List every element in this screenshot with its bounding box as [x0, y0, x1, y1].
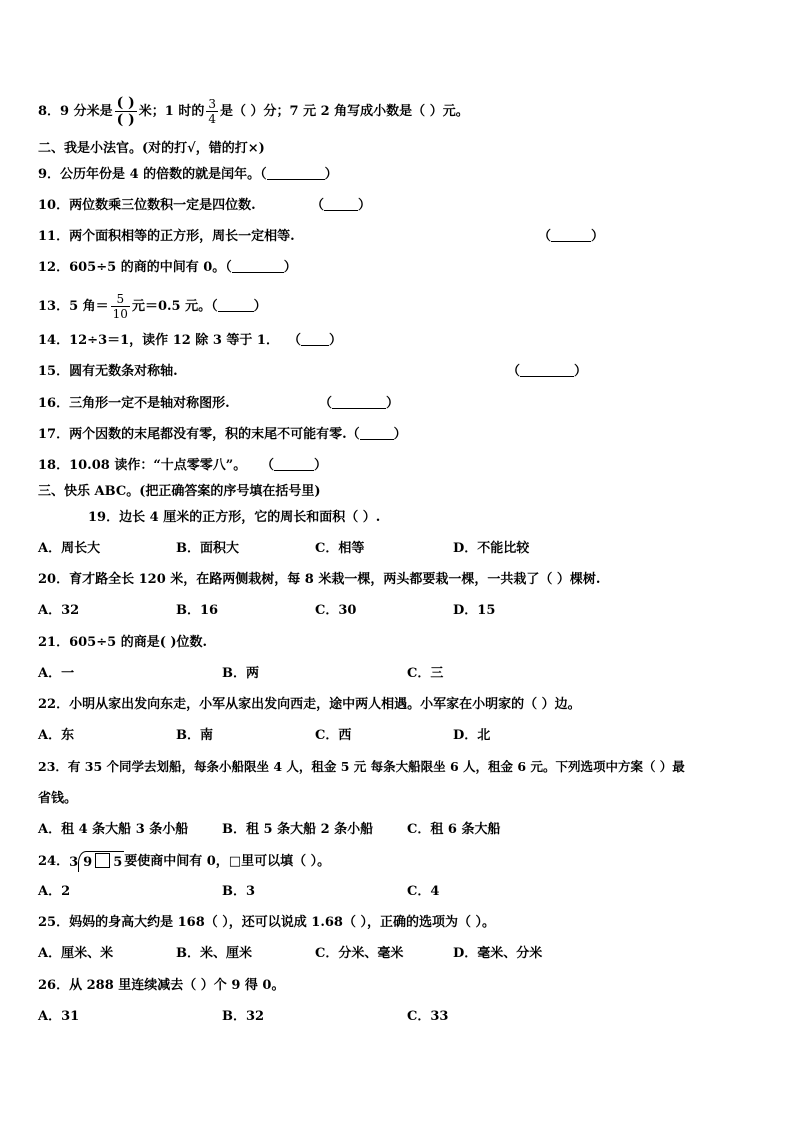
- fraction-denominator: ( ): [116, 112, 135, 128]
- question-10: [38, 197, 256, 215]
- question-21-option-a[interactable]: A．一: [38, 666, 75, 681]
- question-24-option-b[interactable]: B．3: [222, 884, 256, 899]
- question-8-text-3: 是（ ）分；7 元 2 角写成小数是（ ）元。: [219, 104, 469, 119]
- fraction-five-tenths: [111, 293, 130, 320]
- answer-blank[interactable]: [267, 167, 325, 180]
- question-11-answer: [538, 228, 604, 246]
- fraction-denominator: 4: [208, 112, 216, 126]
- question-18: [38, 457, 246, 475]
- divisor: 3: [69, 855, 79, 870]
- question-20-option-d[interactable]: D．15: [453, 603, 496, 618]
- dividend: [78, 851, 124, 872]
- question-22-option-c[interactable]: C．西: [315, 728, 352, 743]
- question-12-text: 12．605÷5 的商的中间有 0。（: [38, 260, 232, 275]
- question-25-option-c[interactable]: C．分米、毫米: [315, 946, 404, 961]
- question-25-option-d[interactable]: D．毫米、分米: [453, 946, 543, 961]
- question-10-close: ）: [358, 198, 372, 213]
- question-23-option-b[interactable]: B．租 5 条大船 2 条小船: [222, 822, 374, 837]
- question-10-open: （: [311, 198, 325, 213]
- question-9-close: ）: [324, 167, 338, 182]
- question-19-option-b[interactable]: B．面积大: [176, 541, 239, 556]
- answer-blank[interactable]: [520, 364, 574, 377]
- question-14-text: 14．12÷3＝1，读作 12 除 3 等于 1．: [38, 333, 279, 348]
- question-25-option-b[interactable]: B．米、厘米: [176, 946, 252, 961]
- question-25-option-a[interactable]: A．厘米、米: [38, 946, 114, 961]
- question-8-text-2: 米；1 时的: [138, 104, 205, 119]
- question-22-option-b[interactable]: B．南: [176, 728, 213, 743]
- question-21: 21．605÷5 的商是( )位数.: [38, 635, 208, 650]
- question-9: [38, 166, 338, 184]
- blank-square[interactable]: [95, 853, 110, 868]
- question-14-answer: [288, 332, 342, 350]
- question-17-text: 17．两个因数的末尾都没有零，积的末尾不可能有零.（: [38, 427, 360, 442]
- question-22-option-d[interactable]: D．北: [453, 728, 491, 743]
- fraction-numerator: 3: [208, 97, 216, 111]
- question-15-close: ）: [574, 364, 588, 379]
- question-23-line-2: 省钱。: [38, 791, 78, 806]
- answer-blank[interactable]: [551, 229, 591, 242]
- question-15: [38, 363, 178, 381]
- question-23-line-1: 23．有 35 个同学去划船，每条小船限坐 4 人，租金 5 元 每条大船限坐 6 人，租金 6 元。下列选项中方案（ ）最: [38, 759, 685, 774]
- question-16-text: 16．三角形一定不是轴对称图形.: [38, 396, 230, 411]
- section-2-heading: 二、我是小法官。(对的打√，错的打×): [38, 141, 265, 156]
- question-19: 19．边长 4 厘米的正方形，它的周长和面积（ ）.: [88, 510, 381, 525]
- question-12: [38, 259, 297, 277]
- question-20-option-a[interactable]: A．32: [38, 603, 80, 618]
- question-14: [38, 332, 279, 350]
- question-16-close: ）: [386, 396, 400, 411]
- answer-blank[interactable]: [274, 458, 314, 471]
- question-18-answer: [261, 457, 327, 475]
- long-division: [69, 851, 124, 872]
- question-8: [38, 96, 469, 127]
- question-18-open: （: [261, 458, 275, 473]
- question-14-close: ）: [329, 333, 343, 348]
- fraction-numerator: 5: [111, 293, 130, 307]
- question-21-option-c[interactable]: C．三: [407, 666, 444, 681]
- question-19-option-a[interactable]: A．周长大: [38, 541, 101, 556]
- answer-blank[interactable]: [218, 299, 254, 312]
- answer-blank[interactable]: [232, 260, 284, 273]
- question-26-option-b[interactable]: B．32: [222, 1009, 265, 1024]
- question-18-text: 18．10.08 读作：“十点零零八”。: [38, 458, 247, 473]
- question-11: [38, 228, 295, 246]
- question-24-option-a[interactable]: A．2: [38, 884, 71, 899]
- question-11-text: 11．两个面积相等的正方形，周长一定相等.: [38, 229, 295, 244]
- question-24: [38, 851, 330, 872]
- fraction-blank: [115, 96, 137, 127]
- question-22: 22．小明从家出发向东走，小军从家出发向西走，途中两人相遇。小军家在小明家的（ ）边。: [38, 697, 581, 712]
- question-20-option-c[interactable]: C．30: [315, 603, 357, 618]
- question-24-option-c[interactable]: C．4: [407, 884, 440, 899]
- question-20-option-b[interactable]: B．16: [176, 603, 219, 618]
- question-8-text-1: 9 分米是: [60, 104, 113, 119]
- question-12-close: ）: [283, 260, 297, 275]
- section-3-heading: 三、快乐 ABC。(把正确答案的序号填在括号里): [38, 484, 321, 499]
- question-26-option-a[interactable]: A．31: [38, 1009, 80, 1024]
- dividend-digit: 5: [113, 855, 123, 870]
- question-19-option-d[interactable]: D．不能比较: [453, 541, 530, 556]
- question-13-text-1: 13．5 角＝: [38, 299, 109, 314]
- question-13-close: ）: [253, 299, 267, 314]
- question-10-text: 10．两位数乘三位数积一定是四位数.: [38, 198, 256, 213]
- question-13-text-2: 元＝0.5 元。（: [131, 299, 218, 314]
- answer-blank[interactable]: [301, 333, 329, 346]
- question-9-text: 9．公历年份是 4 的倍数的就是闰年。（: [38, 167, 267, 182]
- question-20: 20．育才路全长 120 米，在路两侧栽树，每 8 米栽一棵，两头都要栽一棵，一共栽了（ ）棵树.: [38, 572, 601, 587]
- question-23-option-a[interactable]: A．租 4 条大船 3 条小船: [38, 822, 189, 837]
- question-8-number: 8．: [38, 104, 61, 119]
- question-23-option-c[interactable]: C．租 6 条大船: [407, 822, 501, 837]
- question-26: 26．从 288 里连续减去（ ）个 9 得 0。: [38, 978, 285, 993]
- question-17: [38, 426, 407, 444]
- question-24-text: 要使商中间有 0，□里可以填（ ）。: [124, 854, 331, 869]
- question-17-close: ）: [393, 427, 407, 442]
- question-15-answer: [507, 363, 587, 381]
- answer-blank[interactable]: [332, 396, 386, 409]
- answer-blank[interactable]: [360, 427, 394, 440]
- fraction-numerator: ( ): [116, 95, 135, 111]
- question-15-text: 15．圆有无数条对称轴.: [38, 364, 178, 379]
- question-22-option-a[interactable]: A．东: [38, 728, 75, 743]
- question-11-close: ）: [591, 229, 605, 244]
- question-14-open: （: [288, 333, 302, 348]
- dividend-digit: 9: [83, 855, 93, 870]
- question-18-close: ）: [314, 458, 328, 473]
- question-24-number: 24．: [38, 854, 70, 869]
- question-16-open: （: [319, 396, 333, 411]
- question-10-answer: [311, 197, 371, 215]
- question-13: [38, 293, 267, 320]
- question-11-open: （: [538, 229, 552, 244]
- question-15-open: （: [507, 364, 521, 379]
- question-16: [38, 395, 230, 413]
- fraction-denominator: 10: [112, 307, 128, 321]
- question-16-answer: [319, 395, 399, 413]
- question-25: 25．妈妈的身高大约是 168（ ），还可以说成 1.68（ ），正确的选项为（ ）。: [38, 915, 496, 930]
- answer-blank[interactable]: [324, 198, 358, 211]
- question-21-option-b[interactable]: B．两: [222, 666, 259, 681]
- question-19-option-c[interactable]: C．相等: [315, 541, 365, 556]
- fraction-three-quarters: [206, 98, 218, 125]
- question-26-option-c[interactable]: C．33: [407, 1009, 449, 1024]
